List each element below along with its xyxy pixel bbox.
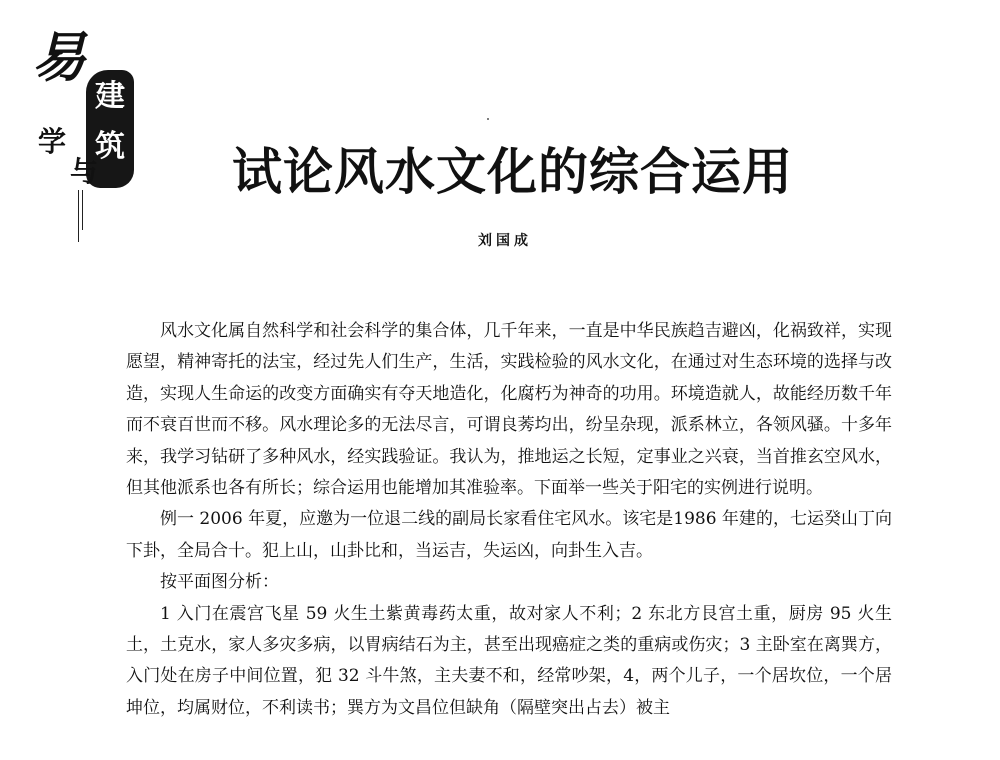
logo-seal-char-zhu: 筑: [95, 129, 125, 164]
logo-char-yi: 易: [32, 25, 86, 89]
journal-logo: [22, 25, 132, 245]
body-paragraph: 例一 2006 年夏，应邀为一位退二线的副局长家看住宅风水。该宅是1986 年建的，七运癸山丁向下卦，全局合十。犯上山，山卦比和，当运吉，失运凶，向卦生入吉。: [126, 509, 892, 561]
body-paragraph: 1 入门在震宫飞星 59 火生土紫黄毒药太重，故对家人不利；2 东北方艮宫土重，厨房 95 火生土，土克水，家人多灾多病，以胃病结石为主，甚至出现癌症之类的重病或伤灾；3 主卧室在离巽方，入门处在房子中间位置，犯 32 斗牛煞，主夫妻不和，经常吵架，4，两个儿子，一个居坎位，一个居坤位，均属财位，不利读书；巽方为文昌位但缺角（隔壁突出占去）被主: [126, 603, 892, 718]
logo-char-xue: 学: [38, 125, 67, 158]
logo-seal-char-jian: 建: [95, 79, 125, 114]
article-body: [126, 316, 892, 724]
article-title: 试论风水文化的综合运用: [232, 143, 793, 201]
body-paragraph: 风水文化属自然科学和社会科学的集合体，几千年来，一直是中华民族趋吉避凶，化祸致祥，实现愿望，精神寄托的法宝，经过先人们生产，生活，实践检验的风水文化，在通过对生态环境的选择与改造，实现人生命运的改变方面确实有夺天地造化，化腐朽为神奇的功用。环境造就人，故能经历数千年而不衰百世而不移。风水理论多的无法尽言，可谓良莠均出，纷呈杂现，派系林立，各领风骚。十多年来，我学习钻研了多种风水，经实践验证。我认为，推地运之长短，定事业之兴衰，当首推玄空风水，但其他派系也各有所长；综合运用也能增加其准验率。下面举一些关于阳宅的实例进行说明。: [126, 321, 892, 499]
logo-char-yu: 与: [70, 155, 99, 188]
body-paragraph: 按平面图分析：: [160, 572, 279, 593]
article-author: 刘国成: [478, 233, 532, 249]
logo-rule: [78, 190, 79, 242]
logo-rule: [82, 190, 83, 230]
print-speck: [487, 118, 489, 120]
